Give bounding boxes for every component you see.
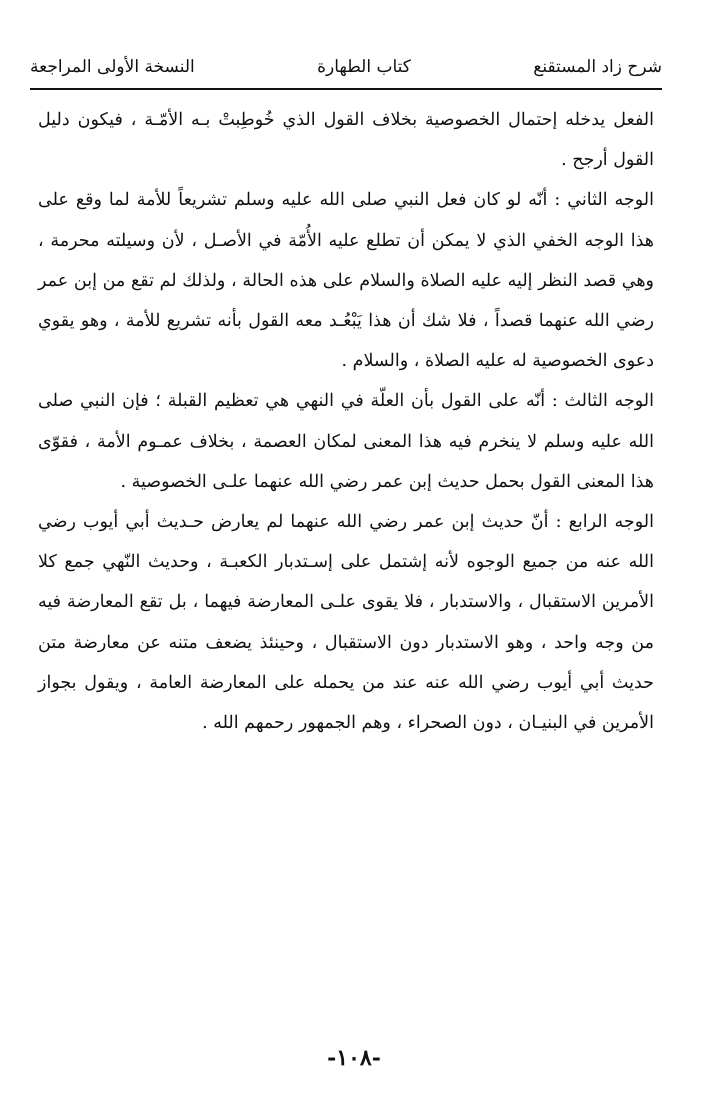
chapter-title: كتاب الطهارة (317, 57, 411, 77)
body-text (38, 100, 654, 743)
page-number: -١٠٨- (327, 1045, 381, 1071)
edition-note: النسخة الأولى المراجعة (30, 57, 195, 77)
paragraph: الوجه الثاني : أنّه لو كان فعل النبي صلى الله عليه وسلم تشريعاً للأمة لما وقع على هذا الوجه الخفي الذي لا يمكن أن تطلع عليه الأُمّة في الأصـل ، لأن وسيلته محرمة ، وهي قصد النظر إليه عليه الصلاة والسلام على هذه الحالة ، ولذلك لم تقع من إبن عمر رضي الله عنهما قصداً ، فلا شك أن هذا يَبْعُـد معه القول بأنه تشريع للأمة ، وهو يقوي دعوى الخصوصية له عليه الصلاة ، والسلام . (38, 190, 654, 372)
paragraph: الوجه الثالث : أنّه على القول بأن العلّة في النهي هي تعظيم القبلة ؛ فإن النبي صلى الله عليه وسلم لا ينخرم فيه هذا المعنى لمكان العصمة ، بخلاف عمـوم الأمة ، فقوّى هذا المعنى القول بحمل حديث إبن عمر رضي الله عنهما علـى الخصوصية . (38, 391, 654, 492)
paragraph: الوجه الرابع : أنّ حديث إبن عمر رضي الله عنهما لم يعارض حـديث أبي أيوب رضي الله عنه من جميع الوجوه لأنه إشتمل على إسـتدبار الكعبـة ، وحديث النّهي جمع كلا الأمرين الاستقبال ، والاستدبار ، فلا يقوى علـى المعارضة فيهما ، بل تقع المعارضة فيه من وجه واحد ، وهو الاستدبار دون الاستقبال ، وحينئذ يضعف متنه عن معارضة متن حديث أبي أيوب رضي الله عنه عند من يحمله على المعارضة العامة ، ويقول بجواز الأمرين في البنيـان ، دون الصحراء ، وهم الجمهور رحمهم الله . (38, 512, 654, 734)
running-header (30, 48, 662, 86)
header-divider (30, 88, 662, 90)
book-title: شرح زاد المستقنع (533, 57, 662, 77)
paragraph: الفعل يدخله إحتمال الخصوصية بخلاف القول الذي خُوطِبتْ بـه الأمّـة ، فيكون دليل القول أرجح . (38, 110, 654, 171)
